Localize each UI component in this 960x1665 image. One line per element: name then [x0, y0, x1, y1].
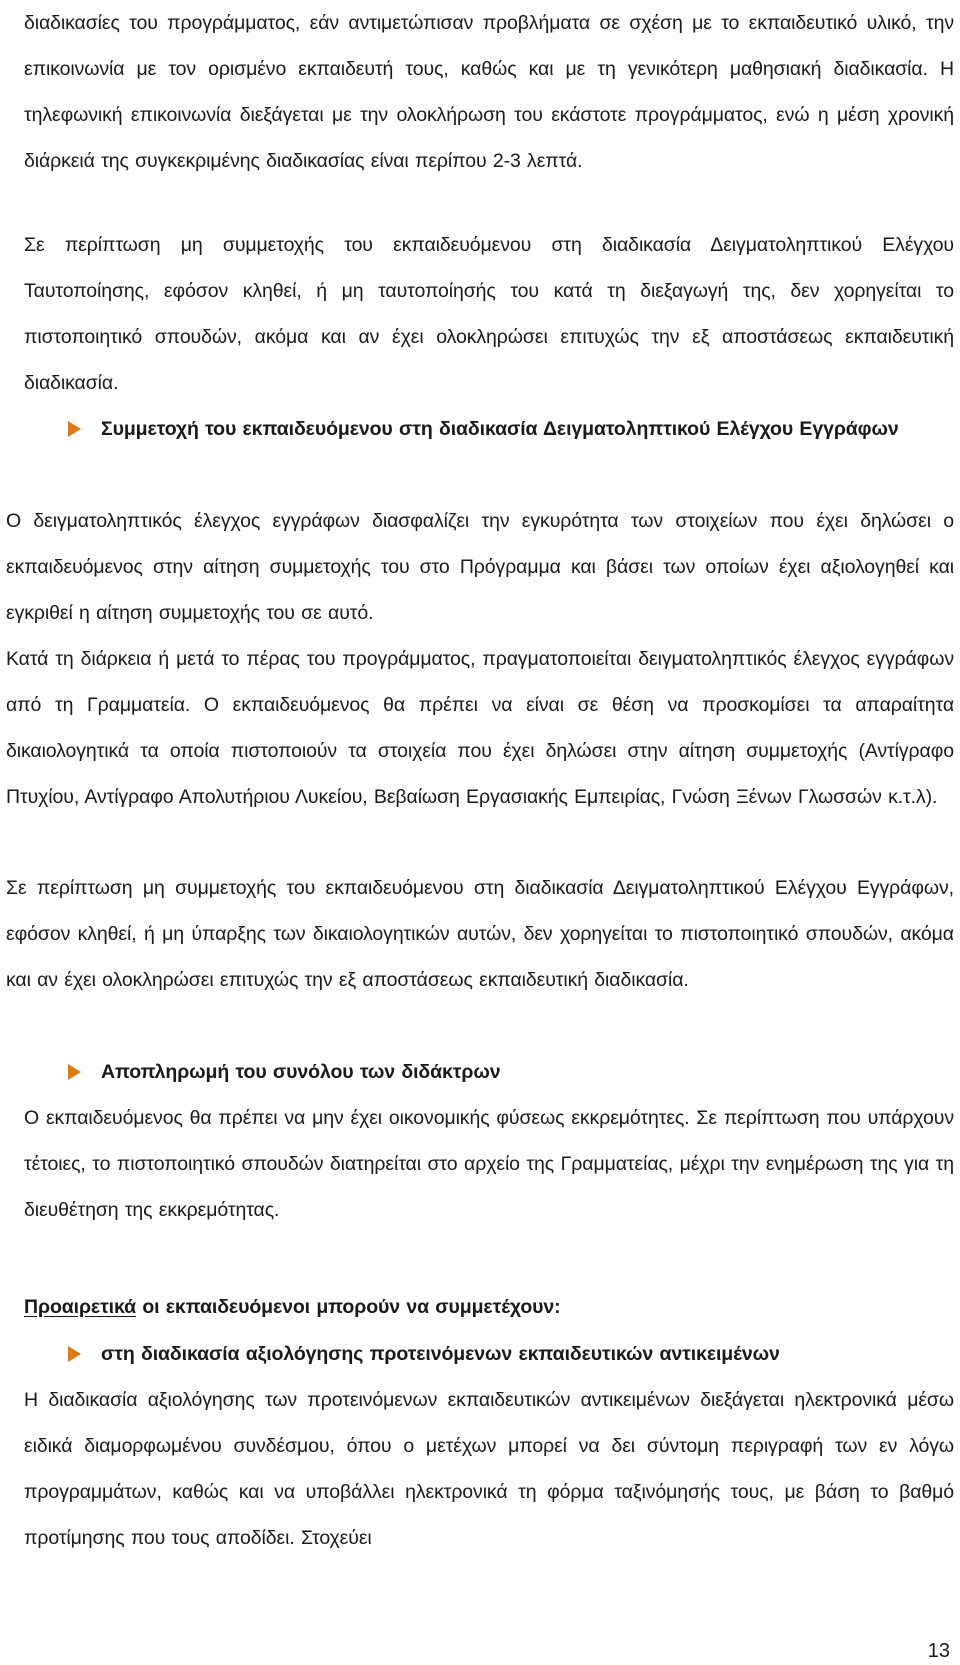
bullet-course-evaluation: [68, 1331, 954, 1377]
orange-arrow-icon: [68, 1064, 81, 1080]
bullet-document-check: [68, 406, 954, 452]
bullet-document-check-label: Συμμετοχή του εκπαιδευόμενου στη διαδικασία Δειγματοληπτικού Ελέγχου Εγγράφων: [101, 418, 899, 440]
orange-arrow-icon: [68, 1346, 81, 1362]
optional-heading-underlined: Προαιρετικά: [24, 1296, 137, 1318]
paragraph-document-check-process: Κατά τη διάρκεια ή μετά το πέρας του προγράμματος, πραγματοποιείται δειγματοληπτικός έλεγχος εγγράφων από τη Γραμματεία. Ο εκπαιδευόμενος θα πρέπει να είναι σε θέση να προσκομίσει τα απαραίτητα δικαιολογητικά τα οποία πιστοποιούν τα στοιχεία που έχει δηλώσει στην αίτηση συμμετοχής (Αντίγραφο Πτυχίου, Αντίγραφο Απολυτήριου Λυκείου, Βεβαίωση Εργασιακής Εμπειρίας, Γνώση Ξένων Γλωσσών κ.τ.λ).: [6, 648, 954, 808]
bullet-tuition-payment: [68, 1049, 954, 1095]
optional-section-heading: [24, 1284, 954, 1330]
paragraph-document-check-purpose: Ο δειγματοληπτικός έλεγχος εγγράφων διασφαλίζει την εγκυρότητα των στοιχείων που έχει δηλώσει ο εκπαιδευόμενος στην αίτηση συμμετοχής του στο Πρόγραμμα και βάσει των οποίων έχει αξιολογηθεί και εγκριθεί η αίτηση συμμετοχής του σε αυτό.: [6, 510, 954, 624]
paragraph-document-check-consequence: Σε περίπτωση μη συμμετοχής του εκπαιδευόμενου στη διαδικασία Δειγματοληπτικού Ελέγχου Εγγράφων, εφόσον κληθεί, ή μη ύπαρξης των δικαιολογητικών αυτών, δεν χορηγείται το πιστοποιητικό σπουδών, ακόμα και αν έχει ολοκληρώσει επιτυχώς την εξ αποστάσεως εκπαιδευτική διαδικασία.: [6, 877, 954, 991]
paragraph-tuition-payment: Ο εκπαιδευόμενος θα πρέπει να μην έχει οικονομικής φύσεως εκκρεμότητες. Σε περίπτωση που υπάρχουν τέτοιες, το πιστοποιητικό σπουδών διατηρείται στο αρχείο της Γραμματείας, μέχρι την ενημέρωση της για τη διευθέτηση της εκκρεμότητας.: [24, 1107, 954, 1221]
paragraph-feedback-call: διαδικασίες του προγράμματος, εάν αντιμετώπισαν προβλήματα σε σχέση με το εκπαιδευτικό υλικό, την επικοινωνία με τον ορισμένο εκπαιδευτή τους, καθώς και με τη γενικότερη μαθησιακή διαδικασία. Η τηλεφωνική επικοινωνία διεξάγεται με την ολοκλήρωση του εκάστοτε προγράμματος, ενώ η μέση χρονική διάρκειά της συγκεκριμένης διαδικασίας είναι περίπου 2-3 λεπτά.: [24, 12, 954, 172]
page-number: 13: [927, 1640, 950, 1662]
bullet-course-evaluation-label: στη διαδικασία αξιολόγησης προτεινόμενων εκπαιδευτικών αντικειμένων: [101, 1343, 780, 1365]
bullet-tuition-payment-label: Αποπληρωμή του συνόλου των διδάκτρων: [101, 1061, 501, 1083]
orange-arrow-icon: [68, 421, 81, 437]
paragraph-course-evaluation: Η διαδικασία αξιολόγησης των προτεινόμενων εκπαιδευτικών αντικειμένων διεξάγεται ηλεκτρονικά μέσω ειδικά διαμορφωμένου συνδέσμου, όπου ο μετέχων μπορεί να δει σύντομη περιγραφή των εν λόγω προγραμμάτων, καθώς και να υποβάλλει ηλεκτρονικά τη φόρμα ταξινόμησής τους, με βάση το βαθμό προτίμησης που τους αποδίδει. Στοχεύει: [24, 1389, 954, 1549]
paragraph-identity-check-consequence: Σε περίπτωση μη συμμετοχής του εκπαιδευόμενου στη διαδικασία Δειγματοληπτικού Ελέγχου Ταυτοποίησης, εφόσον κληθεί, ή μη ταυτοποίησής του κατά τη διεξαγωγή της, δεν χορηγείται το πιστοποιητικό σπουδών, ακόμα και αν έχει ολοκληρώσει επιτυχώς την εξ αποστάσεως εκπαιδευτική διαδικασία.: [24, 234, 954, 394]
optional-heading-rest: οι εκπαιδευόμενοι μπορούν να συμμετέχουν:: [136, 1296, 561, 1318]
